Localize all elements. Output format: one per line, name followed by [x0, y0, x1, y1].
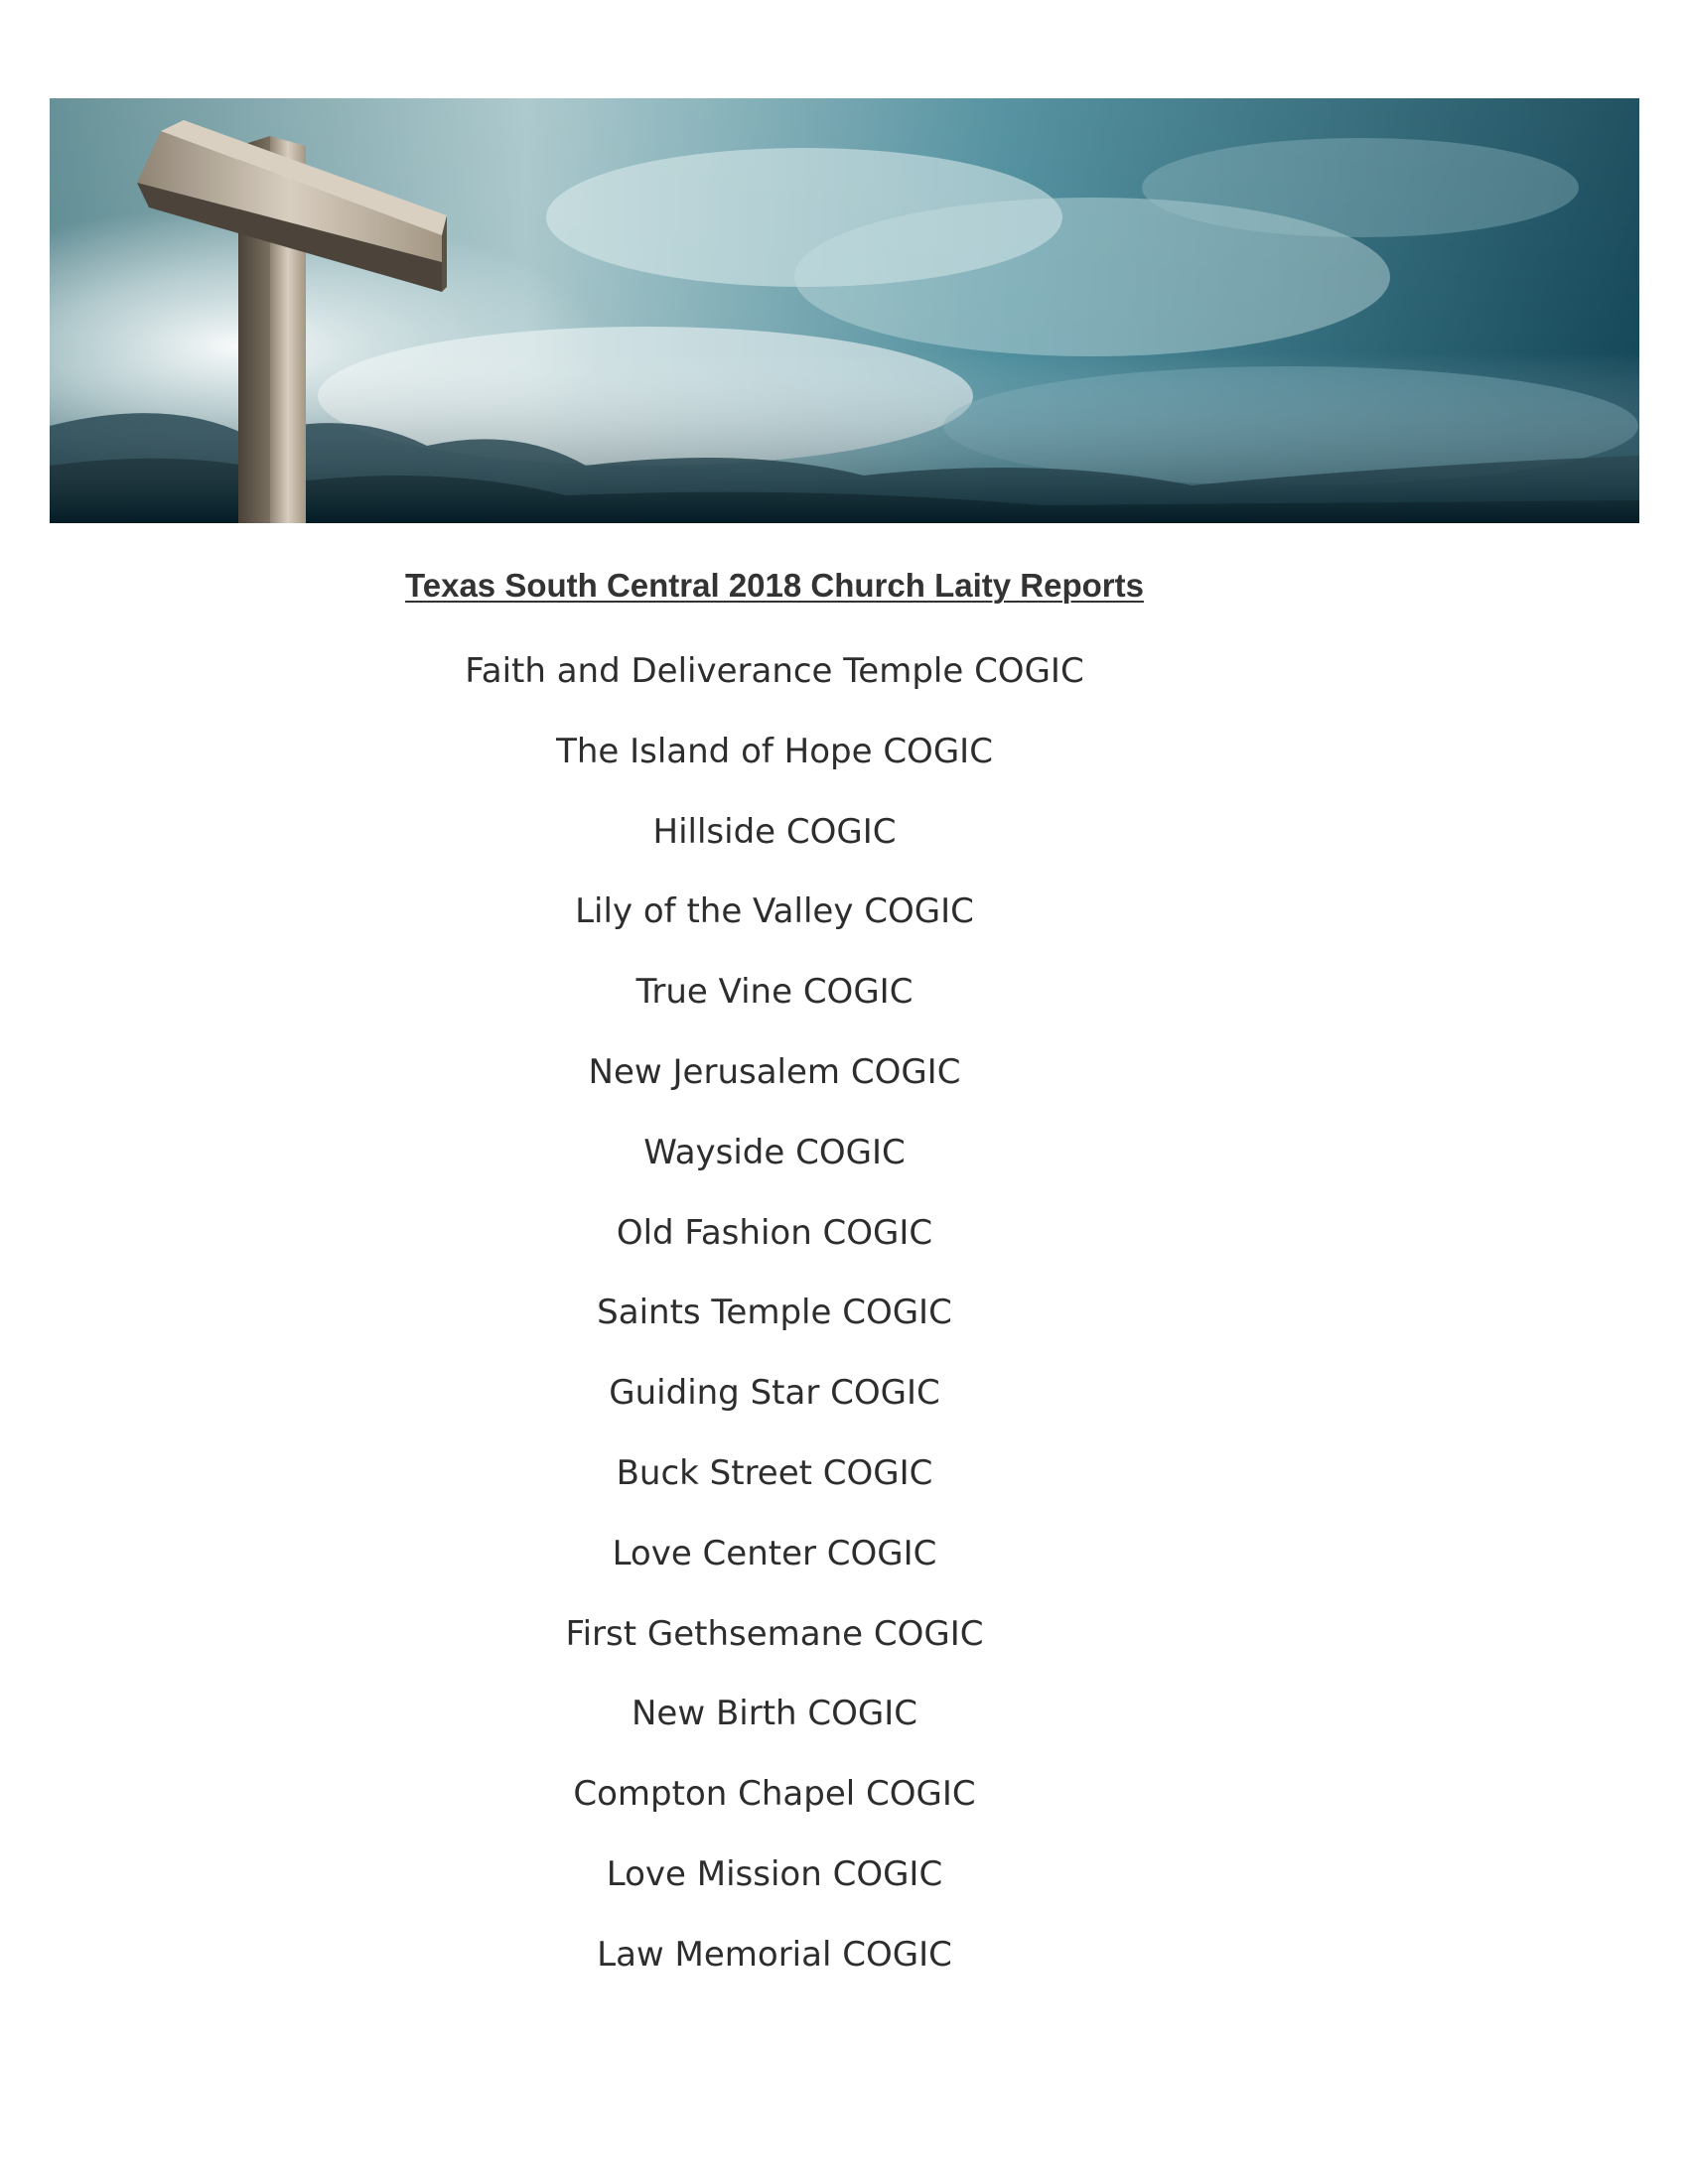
- church-link[interactable]: Guiding Star COGIC: [609, 1373, 940, 1414]
- church-link[interactable]: True Vine COGIC: [635, 972, 914, 1013]
- church-link[interactable]: The Island of Hope COGIC: [556, 731, 993, 771]
- header-banner-image: [50, 98, 1639, 523]
- church-link[interactable]: Faith and Deliverance Temple COGIC: [465, 651, 1084, 691]
- church-link[interactable]: Buck Street COGIC: [616, 1452, 933, 1493]
- church-link[interactable]: Saints Temple COGIC: [597, 1293, 952, 1333]
- church-link[interactable]: Old Fashion COGIC: [616, 1212, 933, 1253]
- report-title: Texas South Central 2018 Church Laity Reports: [405, 567, 1144, 604]
- church-link[interactable]: First Gethsemane COGIC: [565, 1613, 984, 1654]
- church-link[interactable]: New Birth COGIC: [631, 1694, 918, 1734]
- church-link[interactable]: Law Memorial COGIC: [597, 1934, 952, 1975]
- church-list: [0, 645, 1549, 2009]
- church-link[interactable]: Hillside COGIC: [652, 811, 897, 852]
- church-link[interactable]: Wayside COGIC: [643, 1132, 906, 1172]
- church-link[interactable]: New Jerusalem COGIC: [588, 1051, 961, 1092]
- church-link[interactable]: Lily of the Valley COGIC: [575, 891, 974, 932]
- cross-sky-illustration: [50, 98, 1639, 523]
- church-link[interactable]: Love Mission COGIC: [606, 1853, 943, 1894]
- church-link[interactable]: Compton Chapel COGIC: [573, 1774, 976, 1815]
- church-link[interactable]: Love Center COGIC: [612, 1533, 937, 1573]
